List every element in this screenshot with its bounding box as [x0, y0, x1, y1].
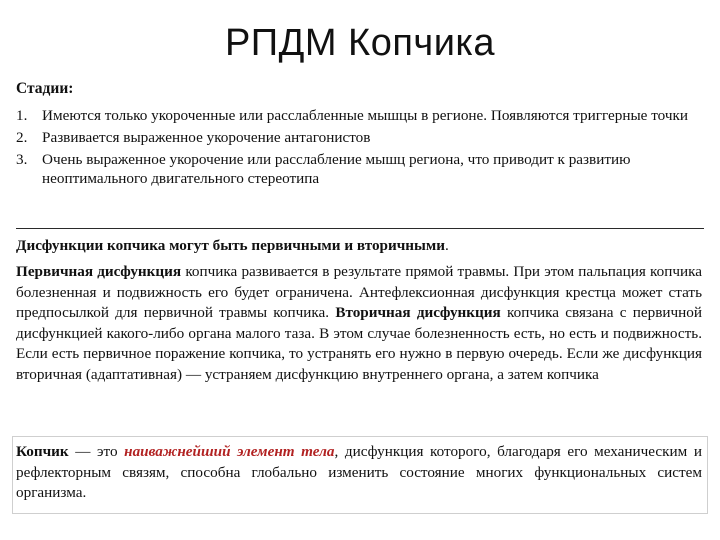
list-item: [16, 128, 702, 147]
list-item-text: Имеются только укороченные или расслабленные мышцы в регионе. Появляются триггерные точки: [42, 107, 688, 124]
statement-text: Дисфункции копчика могут быть первичными и вторичными: [16, 237, 446, 254]
coccyx-dash: — это: [68, 443, 125, 460]
stages-heading: Стадии:: [16, 80, 74, 97]
coccyx-term: Копчик: [16, 443, 69, 460]
dysfunction-description: [16, 262, 702, 385]
stages-list: [16, 106, 702, 191]
list-item-number: 3.: [16, 151, 28, 168]
list-item-text: Очень выраженное укорочение или расслабление мышц региона, что приводит к развитию неоптимального двигательного стереотипа: [42, 151, 631, 187]
dysfunction-statement: [16, 236, 702, 257]
primary-term: Первичная дисфункция: [16, 263, 182, 280]
list-item-text: Развивается выраженное укорочение антагонистов: [42, 129, 371, 146]
coccyx-paragraph: [16, 442, 702, 504]
coccyx-rest: , дисфункция которого, благодаря его механическим и рефлекторным связям, способна глобально изменить состояние многих функциональных систем организма.: [16, 443, 702, 501]
secondary-text: копчика связана с первичной дисфункцией какого-либо органа малого таза. В этом случае болезненность есть, но есть и подвижность. Если есть первичное поражение копчика, то устранять его нужно в первую очередь. Если же дисфункция вторичная (адаптативная) — устраняем дисфункцию внутреннего органа, а затем копчика: [16, 304, 702, 383]
page-title: РПДМ Копчика: [224, 22, 496, 64]
primary-text: копчика развивается в результате прямой травмы. При этом пальпация копчика болезненная и подвижность его будет ограничена. Антефлексионная дисфункция крестца может стать предпосылкой для первичной травмы копчика.: [16, 263, 702, 321]
list-item: [16, 150, 702, 188]
list-item-number: 2.: [16, 129, 28, 146]
list-item: [16, 106, 702, 125]
secondary-term: Вторичная дисфункция: [335, 304, 501, 321]
section-divider: [16, 228, 704, 229]
coccyx-highlight: наиважнейший элемент тела: [124, 443, 335, 460]
list-item-number: 1.: [16, 107, 28, 124]
statement-end: .: [445, 237, 449, 254]
